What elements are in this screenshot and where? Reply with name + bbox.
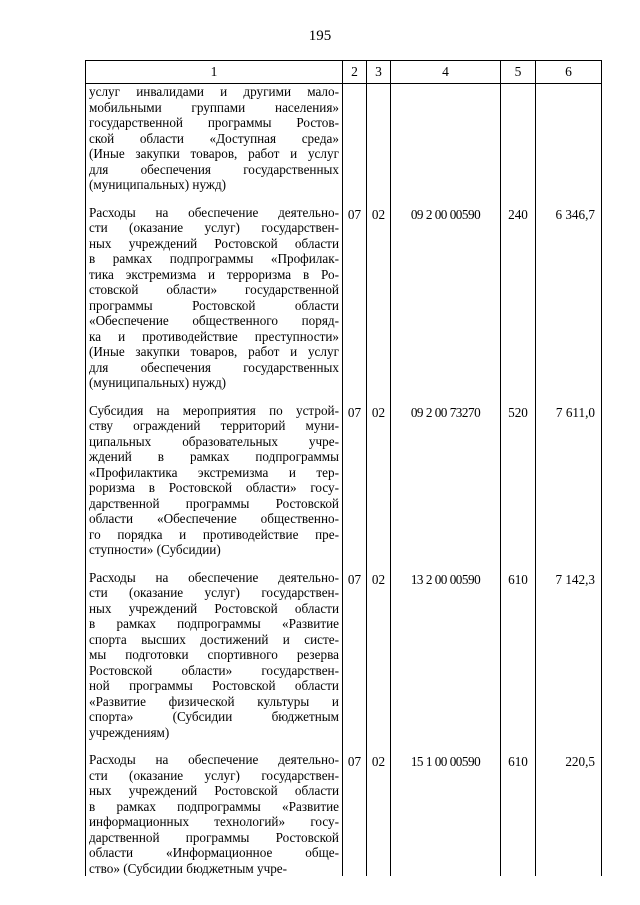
subsection-code: 02	[367, 205, 391, 403]
description-line: в рамках подпрограммы «Развитие	[89, 798, 339, 814]
description-line: услуг инвалидами и другими мало-	[89, 84, 339, 99]
description-line: стовской области» государственной	[89, 282, 339, 297]
description-line: мобильными группами населения»	[89, 99, 339, 115]
description-line: дарственной программы Ростовской	[89, 495, 339, 511]
row-description	[86, 84, 343, 205]
amount: 6 346,7	[536, 205, 602, 403]
section-code: 07	[343, 403, 367, 570]
row-description	[86, 752, 343, 876]
description-line: области «Обеспечение общественно-	[89, 511, 339, 526]
table-body	[86, 84, 602, 877]
description-line: дарственной программы Ростовской	[89, 829, 339, 845]
expense-type-code: 610	[501, 752, 536, 876]
description-line: спорта высших достижений и систе-	[89, 631, 339, 647]
table-row	[86, 752, 602, 876]
description-line: «Профилактика экстремизма и тер-	[89, 464, 339, 480]
column-header: 6	[536, 61, 602, 84]
amount: 7 142,3	[536, 570, 602, 753]
column-header: 5	[501, 61, 536, 84]
expense-type-code: 240	[501, 205, 536, 403]
description-line: области «Информационное обще-	[89, 845, 339, 860]
target-article-code: 15 1 00 00590	[391, 752, 501, 876]
column-header: 3	[367, 61, 391, 84]
description-line: роризма в Ростовской области» госу-	[89, 480, 339, 495]
section-code: 07	[343, 205, 367, 403]
table-row	[86, 570, 602, 753]
description-line: ступности» (Субсидии)	[89, 542, 221, 557]
amount: 7 611,0	[536, 403, 602, 570]
column-header: 1	[86, 61, 343, 84]
budget-table	[85, 60, 602, 876]
description-line: ципальных образовательных учре-	[89, 433, 339, 449]
description-line: «Развитие физической культуры и	[89, 693, 339, 709]
subsection-code: 02	[367, 752, 391, 876]
column-header: 4	[391, 61, 501, 84]
description-line: ству ограждений территорий муни-	[89, 418, 339, 433]
description-line: для обеспечения государственных	[89, 359, 339, 375]
section-code	[343, 84, 367, 205]
table-row	[86, 84, 602, 205]
expense-type-code: 610	[501, 570, 536, 753]
description-line: ных учреждений Ростовской области	[89, 235, 339, 251]
description-line: мы подготовки спортивного резерва	[89, 647, 339, 662]
description-line: ство» (Субсидии бюджетным учре-	[89, 860, 288, 876]
row-description	[86, 403, 343, 570]
description-line: в рамках подпрограммы «Развитие	[89, 616, 339, 631]
section-code: 07	[343, 752, 367, 876]
table-row	[86, 403, 602, 570]
table-row	[86, 205, 602, 403]
description-line: ной программы Ростовской области	[89, 678, 339, 693]
description-line: «Обеспечение общественного поряд-	[89, 313, 339, 328]
description-line: Субсидия на мероприятия по устрой-	[89, 402, 339, 418]
row-spacer	[89, 391, 339, 403]
row-spacer	[89, 193, 339, 205]
description-line: ждений в рамках подпрограммы	[89, 449, 339, 464]
description-line: для обеспечения государственных	[89, 161, 339, 177]
subsection-code	[367, 84, 391, 205]
description-line: программы Ростовской области	[89, 297, 339, 313]
column-header: 2	[343, 61, 367, 84]
expense-type-code: 520	[501, 403, 536, 570]
target-article-code	[391, 84, 501, 205]
description-line: (муниципальных) нужд)	[89, 375, 227, 390]
description-line: (Иные закупки товаров, работ и услуг	[89, 344, 339, 359]
description-line: ской области «Доступная среда»	[89, 130, 339, 146]
description-line: го порядка и противодействие пре-	[89, 526, 339, 542]
row-spacer	[89, 558, 339, 570]
row-spacer	[89, 740, 339, 752]
target-article-code: 09 2 00 73270	[391, 403, 501, 570]
description-line: тика экстремизма и терроризма в Ро-	[89, 266, 339, 282]
subsection-code: 02	[367, 570, 391, 753]
description-line: в рамках подпрограммы «Профилак-	[89, 251, 339, 266]
table-header-row	[86, 61, 602, 84]
row-description	[86, 205, 343, 403]
description-line: Расходы на обеспечение деятельно-	[89, 204, 339, 220]
description-line: ка и противодействие преступности»	[89, 328, 339, 344]
description-line: спорта» (Субсидии бюджетным	[89, 709, 339, 724]
description-line: сти (оказание услуг) государствен-	[89, 585, 339, 600]
description-line: (муниципальных) нужд)	[89, 177, 227, 192]
description-line: сти (оказание услуг) государствен-	[89, 767, 339, 783]
section-code: 07	[343, 570, 367, 753]
description-line: (Иные закупки товаров, работ и услуг	[89, 146, 339, 161]
description-line: государственной программы Ростов-	[89, 115, 339, 130]
subsection-code: 02	[367, 403, 391, 570]
description-line: сти (оказание услуг) государствен-	[89, 220, 339, 235]
target-article-code: 09 2 00 00590	[391, 205, 501, 403]
description-line: ных учреждений Ростовской области	[89, 783, 339, 798]
description-line: Ростовской области» государствен-	[89, 662, 339, 678]
description-line: информационных технологий» госу-	[89, 814, 339, 829]
page-number: 195	[308, 28, 332, 44]
expense-type-code	[501, 84, 536, 205]
amount	[536, 84, 602, 205]
description-line: учреждениям)	[89, 724, 170, 740]
target-article-code: 13 2 00 00590	[391, 570, 501, 753]
row-description	[86, 570, 343, 753]
amount: 220,5	[536, 752, 602, 876]
description-line: Расходы на обеспечение деятельно-	[89, 569, 339, 585]
description-line: ных учреждений Ростовской области	[89, 600, 339, 616]
description-line: Расходы на обеспечение деятельно-	[89, 752, 339, 767]
